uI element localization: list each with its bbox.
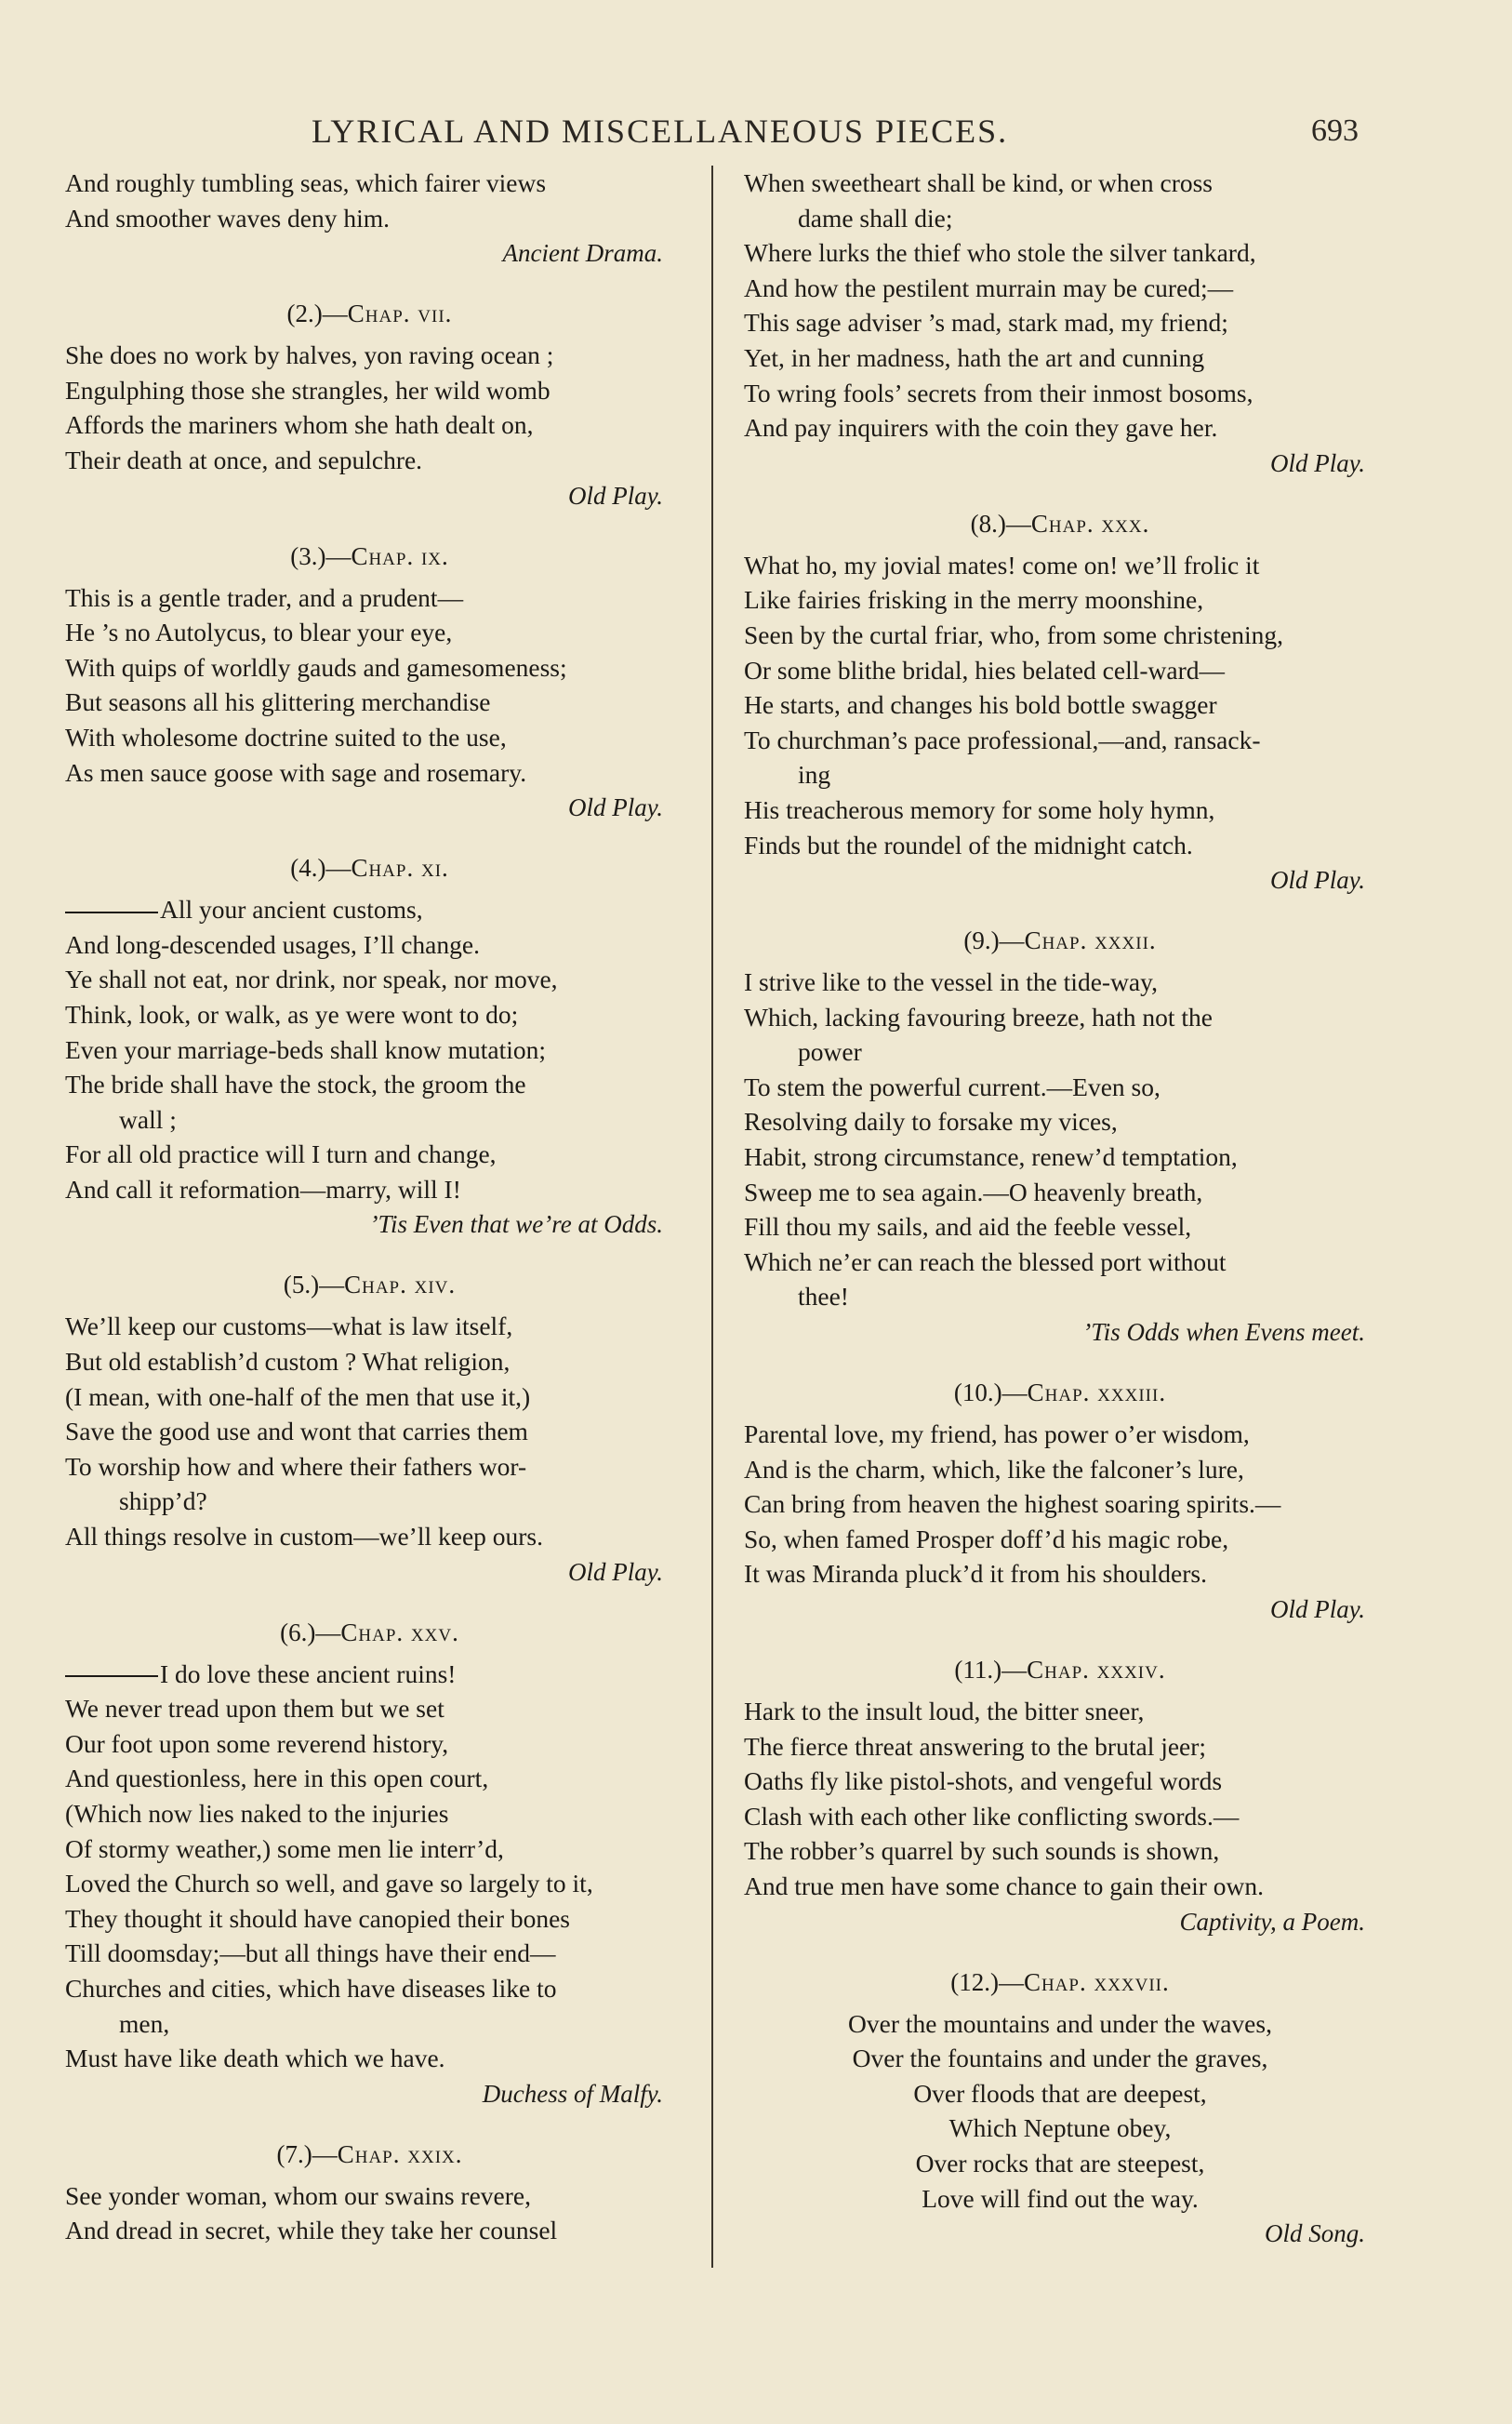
- verse-line: Till doomsday;—but all things have their end—: [65, 1938, 556, 1968]
- verse-line: Sweep me to sea again.—O heavenly breath,: [744, 1177, 1203, 1206]
- verse-line: As men sauce goose with sage and rosemary.: [65, 757, 527, 787]
- verse-line: With wholesome doctrine suited to the use,: [65, 722, 507, 752]
- verse-line: I strive like to the vessel in the tide-way,: [744, 967, 1158, 997]
- excerpt-number: (6.)—: [280, 1618, 341, 1646]
- verse-line: But seasons all his glittering merchandise: [65, 687, 491, 717]
- verse-line: He ’s no Autolycus, to blear your eye,: [65, 618, 453, 647]
- excerpt-8: [744, 503, 1376, 898]
- source-attribution: Ancient Drama.: [502, 239, 663, 268]
- verse-line: Clash with each other like conflicting swords.—: [744, 1801, 1240, 1831]
- verse-line: And pay inquirers with the coin they gave her.: [744, 413, 1218, 443]
- chapter-label: Chap. ix.: [351, 541, 449, 570]
- chapter-label: Chap. xxx.: [1030, 509, 1150, 538]
- verse-line: Even your marriage-beds shall know mutation;: [65, 1034, 547, 1064]
- verse-line: And is the charm, which, like the falconer’s lure,: [744, 1454, 1244, 1484]
- excerpt-7-continued: [744, 166, 1376, 481]
- verse-line: Over the mountains and under the waves,: [848, 2008, 1272, 2038]
- verse-line: This sage adviser ’s mad, stark mad, my friend;: [744, 308, 1228, 338]
- excerpt-number: (9.)—: [963, 926, 1025, 955]
- verse-line-continuation: thee!: [798, 1282, 849, 1312]
- excerpt-number: (8.)—: [970, 509, 1031, 538]
- verse-line: All things resolve in custom—we’ll keep ours.: [65, 1522, 544, 1552]
- verse-line: To churchman’s pace professional,—and, ransack-: [744, 725, 1261, 754]
- excerpt-number: (3.)—: [290, 541, 351, 570]
- chapter-label: Chap. xxxiv.: [1027, 1656, 1166, 1684]
- verse-text: All your ancient customs,: [160, 895, 423, 925]
- verse-line: Over floods that are deepest,: [913, 2078, 1207, 2108]
- verse-line-continuation: ing: [798, 760, 831, 790]
- verse-line: Habit, strong circumstance, renew’d temptation,: [744, 1142, 1238, 1172]
- verse-line-continuation: power: [798, 1037, 862, 1067]
- verse-line: Over rocks that are steepest,: [915, 2148, 1205, 2178]
- running-title: LYRICAL AND MISCELLANEOUS PIECES.: [312, 113, 1009, 150]
- verse-line: [65, 1657, 674, 1692]
- chapter-heading: [65, 847, 674, 888]
- verse-line-continuation: shipp’d?: [119, 1486, 207, 1516]
- excerpt-number: (4.)—: [290, 854, 351, 883]
- source-attribution: Duchess of Malfy.: [482, 2079, 663, 2108]
- chapter-label: Chap. xxxii.: [1024, 926, 1157, 955]
- chapter-label: Chap. xiv.: [344, 1271, 457, 1299]
- verse-line: His treacherous memory for some holy hymn,: [744, 794, 1215, 824]
- verse-line: Finds but the roundel of the midnight catch.: [744, 830, 1193, 859]
- verse-line: Where lurks the thief who stole the silver tankard,: [744, 238, 1256, 268]
- verse-line: (I mean, with one-half of the men that use it,): [65, 1381, 531, 1411]
- verse-line: He starts, and changes his bold bottle swagger: [744, 690, 1217, 720]
- verse-line: And true men have some chance to gain their own.: [744, 1871, 1264, 1900]
- verse-text: I do love these ancient ruins!: [160, 1658, 457, 1688]
- verse-line: Ye shall not eat, nor drink, nor speak, nor move,: [65, 965, 558, 994]
- excerpt-5: [65, 1264, 674, 1589]
- excerpt-3: [65, 536, 674, 826]
- source-attribution: ’Tis Odds when Evens meet.: [1082, 1318, 1365, 1347]
- verse-line: Think, look, or walk, as ye were wont to do;: [65, 999, 519, 1029]
- verse-line: To stem the powerful current.—Even so,: [744, 1072, 1161, 1101]
- excerpt-number: (2.)—: [286, 300, 348, 328]
- verse-line: And dread in secret, while they take her counsel: [65, 2216, 558, 2245]
- excerpt-number: (7.)—: [276, 2139, 338, 2168]
- chapter-heading: [65, 293, 674, 334]
- verse-line: Resolving daily to forsake my vices,: [744, 1107, 1118, 1137]
- verse-line: Which, lacking favouring breeze, hath not the: [744, 1002, 1213, 1032]
- verse-line: Of stormy weather,) some men lie interr’d,: [65, 1833, 504, 1863]
- verse-line: She does no work by halves, yon raving ocean ;: [65, 340, 554, 370]
- verse-line: Affords the mariners whom she hath dealt on,: [65, 410, 534, 440]
- verse-line: Love will find out the way.: [922, 2183, 1199, 2213]
- verse-line: Which ne’er can reach the blessed port without: [744, 1246, 1227, 1276]
- excerpt-number: (12.)—: [950, 1967, 1024, 1996]
- verse-line: And questionless, here in this open court,: [65, 1764, 489, 1793]
- em-dash-rule: [65, 1675, 158, 1677]
- verse-line: And how the pestilent murrain may be cured;—: [744, 273, 1234, 302]
- verse-line-continuation: dame shall die;: [798, 203, 953, 233]
- chapter-heading: [65, 1612, 674, 1653]
- verse-line: And roughly tumbling seas, which fairer views: [65, 168, 547, 197]
- excerpt-11: [744, 1649, 1376, 1939]
- verse-line: Save the good use and wont that carries them: [65, 1417, 528, 1446]
- verse-line: Seen by the curtal friar, who, from some christening,: [744, 619, 1284, 649]
- excerpt-10: [744, 1372, 1376, 1627]
- right-column: [744, 166, 1376, 2251]
- verse-line: Oaths fly like pistol-shots, and vengeful words: [744, 1766, 1223, 1796]
- chapter-label: Chap. vii.: [347, 300, 453, 328]
- verse-line: Loved the Church so well, and gave so largely to it,: [65, 1869, 593, 1898]
- chapter-label: Chap. xxxvii.: [1023, 1967, 1170, 1996]
- chapter-heading: [744, 1962, 1376, 2003]
- verse-line: And call it reformation—marry, will I!: [65, 1174, 461, 1204]
- verse-line: To wring fools’ secrets from their inmost bosoms,: [744, 378, 1253, 407]
- verse-line: Like fairies frisking in the merry moonshine,: [744, 585, 1204, 615]
- chapter-label: Chap. xi.: [351, 854, 449, 883]
- chapter-heading: [744, 503, 1376, 544]
- verse-line: To worship how and where their fathers wor-: [65, 1451, 527, 1481]
- source-attribution: Old Play.: [1270, 448, 1365, 477]
- verse-line: (Which now lies naked to the injuries: [65, 1799, 449, 1828]
- verse-line: See yonder woman, whom our swains revere,: [65, 2180, 531, 2210]
- verse-line-continuation: wall ;: [119, 1104, 177, 1134]
- verse-line: And long-descended usages, I’ll change.: [65, 929, 480, 959]
- verse-line: For all old practice will I turn and change,: [65, 1139, 497, 1169]
- source-attribution: Old Play.: [1270, 1595, 1365, 1623]
- verse-line: The fierce threat answering to the brutal jeer;: [744, 1731, 1207, 1761]
- verse-line: We’ll keep our customs—what is law itself,: [65, 1312, 513, 1341]
- chapter-label: Chap. xxix.: [337, 2139, 463, 2168]
- chapter-heading: [744, 1372, 1376, 1413]
- verse-line: Their death at once, and sepulchre.: [65, 445, 423, 474]
- verse-line: Hark to the insult loud, the bitter sneer,: [744, 1697, 1145, 1725]
- source-attribution: Captivity, a Poem.: [1179, 1907, 1365, 1936]
- source-attribution: ’Tis Even that we’re at Odds.: [369, 1210, 663, 1239]
- chapter-heading: [65, 2134, 674, 2175]
- verse-line: Yet, in her madness, hath the art and cunning: [744, 342, 1205, 372]
- verse-line: Fill thou my sails, and aid the feeble vessel,: [744, 1212, 1192, 1242]
- verse-line: Parental love, my friend, has power o’er wisdom,: [744, 1419, 1250, 1449]
- verse-line: Engulphing those she strangles, her wild womb: [65, 375, 550, 405]
- verse-line: We never tread upon them but we set: [65, 1694, 444, 1724]
- chapter-heading: [744, 920, 1376, 961]
- verse-line: Must have like death which we have.: [65, 2044, 445, 2073]
- excerpt-6: [65, 1612, 674, 2111]
- verse-line: Our foot upon some reverend history,: [65, 1728, 449, 1758]
- excerpt-number: (11.)—: [954, 1656, 1028, 1684]
- verse-line: The robber’s quarrel by such sounds is shown,: [744, 1836, 1220, 1866]
- page-header: [0, 112, 1512, 158]
- em-dash-rule: [65, 912, 158, 913]
- source-attribution: Old Play.: [1270, 866, 1365, 895]
- chapter-heading: [65, 536, 674, 577]
- chapter-label: Chap. xxxiii.: [1027, 1378, 1167, 1407]
- excerpt-12: [744, 1962, 1376, 2252]
- chapter-heading: [744, 1649, 1376, 1690]
- excerpt-number: (5.)—: [283, 1271, 345, 1299]
- verse-line: They thought it should have canopied their bones: [65, 1903, 571, 1933]
- verse-line: This is a gentle trader, and a prudent—: [65, 582, 464, 612]
- verse-line: When sweetheart shall be kind, or when cross: [744, 168, 1214, 197]
- chapter-label: Chap. xxv.: [340, 1618, 459, 1646]
- verse-line: And smoother waves deny him.: [65, 203, 391, 233]
- left-column: [65, 166, 674, 2248]
- verse-line: Which Neptune obey,: [948, 2113, 1172, 2143]
- excerpt-number: (10.)—: [953, 1378, 1028, 1407]
- source-attribution: Old Play.: [568, 793, 663, 822]
- source-attribution: Old Play.: [568, 1557, 663, 1586]
- verse-line: Can bring from heaven the highest soaring spirits.—: [744, 1489, 1281, 1519]
- excerpt-2: [65, 293, 674, 513]
- verse-line-continuation: men,: [119, 2008, 170, 2038]
- excerpt-7: [65, 2134, 674, 2248]
- source-attribution: Old Song.: [1265, 2219, 1365, 2248]
- verse-line: [65, 892, 674, 927]
- verse-line: Over the fountains and under the graves,: [852, 2044, 1268, 2073]
- column-divider: [711, 166, 713, 2268]
- page-number: 693: [1311, 113, 1359, 148]
- verse-line: The bride shall have the stock, the groom the: [65, 1070, 526, 1099]
- verse-line: But old establish’d custom ? What religion,: [65, 1347, 511, 1377]
- excerpt-9: [744, 920, 1376, 1350]
- verse-line: Or some blithe bridal, hies belated cell-ward—: [744, 655, 1225, 685]
- verse-line: What ho, my jovial mates! come on! we’ll frolic it: [744, 550, 1260, 579]
- excerpt-4: [65, 847, 674, 1242]
- verse-line: With quips of worldly gauds and gamesomeness;: [65, 652, 567, 682]
- verse-line: It was Miranda pluck’d it from his shoulders.: [744, 1559, 1207, 1589]
- source-attribution: Old Play.: [568, 481, 663, 510]
- verse-line: So, when famed Prosper doff’d his magic robe,: [744, 1524, 1229, 1553]
- excerpt-1: [65, 166, 674, 271]
- chapter-heading: [65, 1264, 674, 1305]
- verse-line: Churches and cities, which have diseases like to: [65, 1973, 557, 2003]
